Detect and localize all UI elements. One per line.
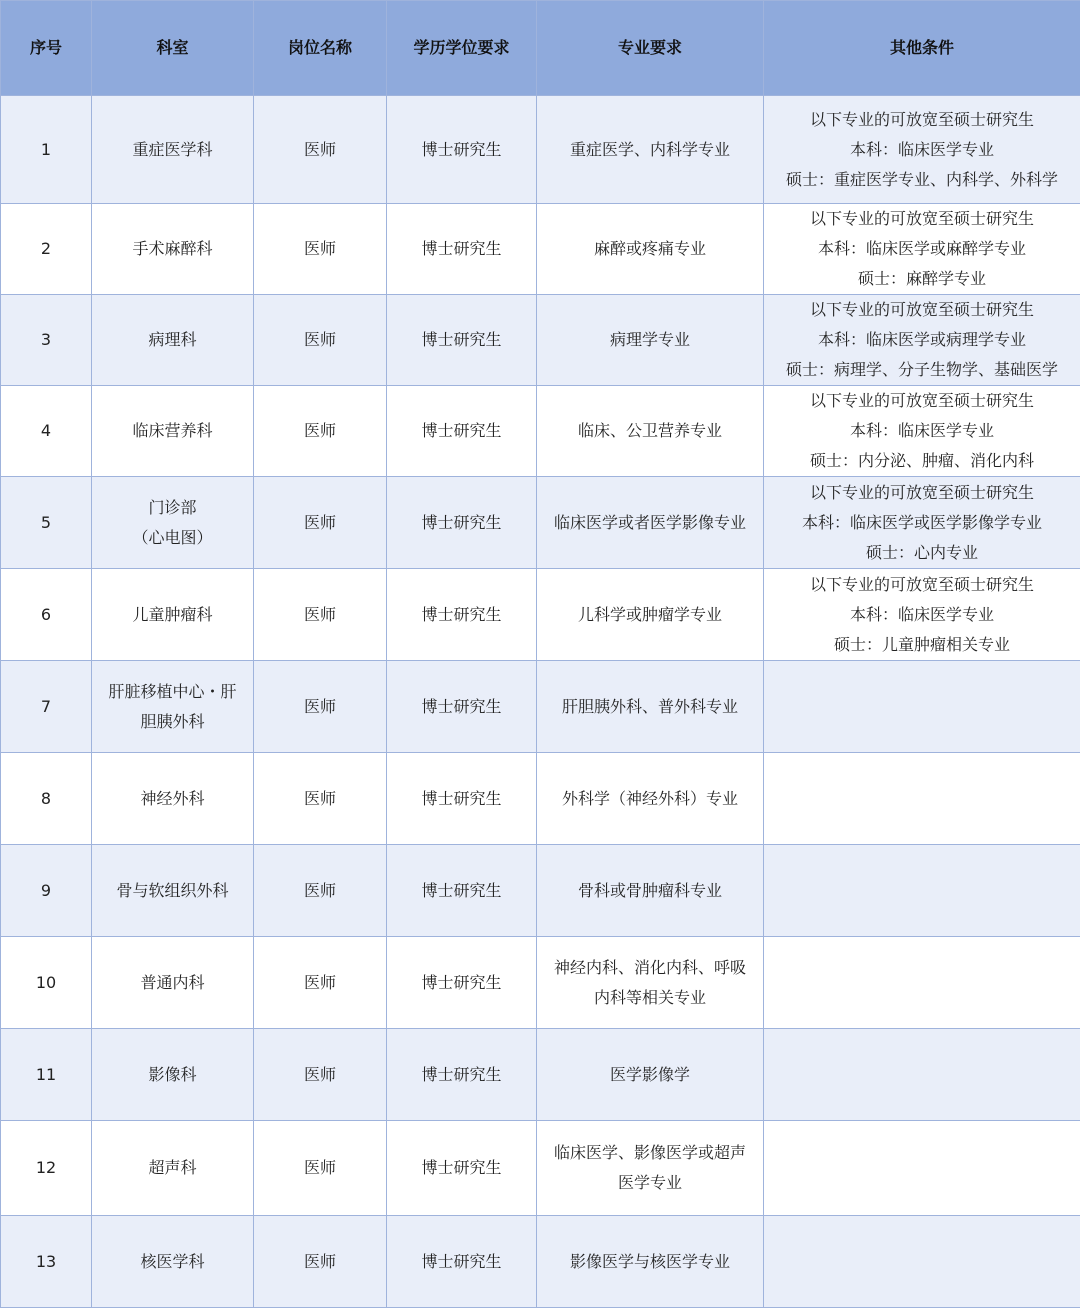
cell-no: 1 bbox=[1, 96, 92, 204]
header-education: 学历学位要求 bbox=[387, 1, 537, 96]
cell-post: 医师 bbox=[254, 204, 387, 295]
cell-other bbox=[764, 845, 1080, 937]
cell-other bbox=[764, 295, 1080, 386]
cell-dept bbox=[92, 295, 254, 386]
cell-major bbox=[537, 1029, 764, 1121]
cell-dept-line: 临床营养科 bbox=[96, 416, 249, 446]
cell-other bbox=[764, 386, 1080, 477]
cell-major-line: 麻醉或疼痛专业 bbox=[541, 234, 759, 264]
table-row bbox=[1, 204, 1080, 295]
cell-major bbox=[537, 937, 764, 1029]
cell-dept-line: 儿童肿瘤科 bbox=[96, 600, 249, 630]
cell-major bbox=[537, 753, 764, 845]
cell-no: 12 bbox=[1, 1121, 92, 1216]
cell-other-line: 本科：临床医学或病理学专业 bbox=[768, 325, 1076, 355]
table-row bbox=[1, 96, 1080, 204]
cell-dept bbox=[92, 386, 254, 477]
cell-no: 7 bbox=[1, 661, 92, 753]
cell-education: 博士研究生 bbox=[387, 1029, 537, 1121]
cell-dept-line: 胆胰外科 bbox=[96, 707, 249, 737]
cell-major-line: 临床医学、影像医学或超声 bbox=[541, 1138, 759, 1168]
table-row bbox=[1, 753, 1080, 845]
cell-post: 医师 bbox=[254, 569, 387, 661]
cell-dept bbox=[92, 96, 254, 204]
cell-dept bbox=[92, 569, 254, 661]
cell-other-line: 以下专业的可放宽至硕士研究生 bbox=[768, 570, 1076, 600]
cell-major bbox=[537, 295, 764, 386]
cell-other-line: 以下专业的可放宽至硕士研究生 bbox=[768, 204, 1076, 234]
cell-other bbox=[764, 569, 1080, 661]
cell-dept-line: 肝脏移植中心・肝 bbox=[96, 677, 249, 707]
table-header bbox=[1, 1, 1080, 96]
cell-education: 博士研究生 bbox=[387, 661, 537, 753]
cell-dept bbox=[92, 937, 254, 1029]
table-row bbox=[1, 386, 1080, 477]
cell-other-line: 硕士：麻醉学专业 bbox=[768, 264, 1076, 294]
cell-no: 8 bbox=[1, 753, 92, 845]
cell-education: 博士研究生 bbox=[387, 1121, 537, 1216]
cell-other-line: 硕士：重症医学专业、内科学、外科学 bbox=[768, 165, 1076, 195]
cell-other bbox=[764, 937, 1080, 1029]
cell-no: 9 bbox=[1, 845, 92, 937]
cell-dept-line: 影像科 bbox=[96, 1060, 249, 1090]
cell-post: 医师 bbox=[254, 1121, 387, 1216]
cell-other-line: 硕士：内分泌、肿瘤、消化内科 bbox=[768, 446, 1076, 476]
cell-major-line: 病理学专业 bbox=[541, 325, 759, 355]
cell-other-line: 本科：临床医学专业 bbox=[768, 600, 1076, 630]
cell-other bbox=[764, 477, 1080, 569]
cell-post: 医师 bbox=[254, 845, 387, 937]
cell-major-line: 神经内科、消化内科、呼吸 bbox=[541, 953, 759, 983]
cell-education: 博士研究生 bbox=[387, 204, 537, 295]
table-row bbox=[1, 937, 1080, 1029]
cell-other-line: 本科：临床医学专业 bbox=[768, 416, 1076, 446]
cell-other-line: 本科：临床医学或医学影像学专业 bbox=[768, 508, 1076, 538]
cell-no: 4 bbox=[1, 386, 92, 477]
cell-education: 博士研究生 bbox=[387, 386, 537, 477]
cell-no: 5 bbox=[1, 477, 92, 569]
table-row bbox=[1, 477, 1080, 569]
cell-major-line: 临床、公卫营养专业 bbox=[541, 416, 759, 446]
cell-dept-line: 骨与软组织外科 bbox=[96, 876, 249, 906]
cell-major-line: 内科等相关专业 bbox=[541, 983, 759, 1013]
cell-post: 医师 bbox=[254, 386, 387, 477]
table-body bbox=[1, 96, 1080, 1308]
cell-post: 医师 bbox=[254, 477, 387, 569]
cell-dept bbox=[92, 845, 254, 937]
table-row bbox=[1, 661, 1080, 753]
cell-major-line: 外科学（神经外科）专业 bbox=[541, 784, 759, 814]
cell-post: 医师 bbox=[254, 96, 387, 204]
cell-other bbox=[764, 661, 1080, 753]
cell-education: 博士研究生 bbox=[387, 477, 537, 569]
cell-major-line: 儿科学或肿瘤学专业 bbox=[541, 600, 759, 630]
cell-major bbox=[537, 1121, 764, 1216]
cell-major-line: 骨科或骨肿瘤科专业 bbox=[541, 876, 759, 906]
cell-major bbox=[537, 1216, 764, 1308]
header-no: 序号 bbox=[1, 1, 92, 96]
cell-major-line: 医学影像学 bbox=[541, 1060, 759, 1090]
cell-other bbox=[764, 96, 1080, 204]
header-post: 岗位名称 bbox=[254, 1, 387, 96]
cell-other bbox=[764, 1029, 1080, 1121]
cell-other bbox=[764, 1121, 1080, 1216]
cell-major bbox=[537, 386, 764, 477]
table-row bbox=[1, 1029, 1080, 1121]
cell-post: 医师 bbox=[254, 1029, 387, 1121]
header-dept: 科室 bbox=[92, 1, 254, 96]
cell-other-line: 本科：临床医学或麻醉学专业 bbox=[768, 234, 1076, 264]
cell-major-line: 重症医学、内科学专业 bbox=[541, 135, 759, 165]
table-row bbox=[1, 1121, 1080, 1216]
cell-post: 医师 bbox=[254, 753, 387, 845]
cell-other-line: 本科：临床医学专业 bbox=[768, 135, 1076, 165]
cell-dept bbox=[92, 1121, 254, 1216]
cell-dept-line: 门诊部 bbox=[96, 493, 249, 523]
cell-dept-line: （心电图） bbox=[96, 523, 249, 553]
cell-major-line: 肝胆胰外科、普外科专业 bbox=[541, 692, 759, 722]
cell-major bbox=[537, 569, 764, 661]
table-row bbox=[1, 295, 1080, 386]
cell-major bbox=[537, 845, 764, 937]
cell-dept-line: 重症医学科 bbox=[96, 135, 249, 165]
cell-dept bbox=[92, 753, 254, 845]
cell-other bbox=[764, 1216, 1080, 1308]
cell-dept bbox=[92, 1216, 254, 1308]
cell-other-line: 以下专业的可放宽至硕士研究生 bbox=[768, 105, 1076, 135]
cell-dept-line: 核医学科 bbox=[96, 1247, 249, 1277]
cell-dept bbox=[92, 1029, 254, 1121]
cell-education: 博士研究生 bbox=[387, 295, 537, 386]
cell-dept-line: 普通内科 bbox=[96, 968, 249, 998]
cell-education: 博士研究生 bbox=[387, 96, 537, 204]
cell-major bbox=[537, 96, 764, 204]
cell-post: 医师 bbox=[254, 937, 387, 1029]
header-other: 其他条件 bbox=[764, 1, 1080, 96]
cell-no: 2 bbox=[1, 204, 92, 295]
cell-dept-line: 手术麻醉科 bbox=[96, 234, 249, 264]
cell-post: 医师 bbox=[254, 1216, 387, 1308]
cell-no: 3 bbox=[1, 295, 92, 386]
cell-education: 博士研究生 bbox=[387, 1216, 537, 1308]
cell-no: 10 bbox=[1, 937, 92, 1029]
table-row bbox=[1, 845, 1080, 937]
cell-major-line: 临床医学或者医学影像专业 bbox=[541, 508, 759, 538]
cell-other-line: 硕士：心内专业 bbox=[768, 538, 1076, 568]
cell-major bbox=[537, 661, 764, 753]
cell-dept-line: 神经外科 bbox=[96, 784, 249, 814]
cell-other-line: 以下专业的可放宽至硕士研究生 bbox=[768, 478, 1076, 508]
cell-no: 6 bbox=[1, 569, 92, 661]
cell-post: 医师 bbox=[254, 661, 387, 753]
cell-dept-line: 超声科 bbox=[96, 1153, 249, 1183]
cell-education: 博士研究生 bbox=[387, 937, 537, 1029]
cell-major bbox=[537, 477, 764, 569]
cell-major bbox=[537, 204, 764, 295]
table-row bbox=[1, 569, 1080, 661]
cell-other bbox=[764, 204, 1080, 295]
cell-no: 11 bbox=[1, 1029, 92, 1121]
cell-other bbox=[764, 753, 1080, 845]
cell-major-line: 医学专业 bbox=[541, 1168, 759, 1198]
cell-dept bbox=[92, 477, 254, 569]
cell-education: 博士研究生 bbox=[387, 845, 537, 937]
cell-other-line: 以下专业的可放宽至硕士研究生 bbox=[768, 386, 1076, 416]
cell-education: 博士研究生 bbox=[387, 753, 537, 845]
table-row bbox=[1, 1216, 1080, 1308]
cell-dept bbox=[92, 204, 254, 295]
cell-post: 医师 bbox=[254, 295, 387, 386]
cell-major-line: 影像医学与核医学专业 bbox=[541, 1247, 759, 1277]
cell-other-line: 以下专业的可放宽至硕士研究生 bbox=[768, 295, 1076, 325]
header-major: 专业要求 bbox=[537, 1, 764, 96]
cell-other-line: 硕士：病理学、分子生物学、基础医学 bbox=[768, 355, 1076, 385]
cell-education: 博士研究生 bbox=[387, 569, 537, 661]
cell-no: 13 bbox=[1, 1216, 92, 1308]
cell-dept bbox=[92, 661, 254, 753]
cell-dept-line: 病理科 bbox=[96, 325, 249, 355]
cell-other-line: 硕士：儿童肿瘤相关专业 bbox=[768, 630, 1076, 660]
